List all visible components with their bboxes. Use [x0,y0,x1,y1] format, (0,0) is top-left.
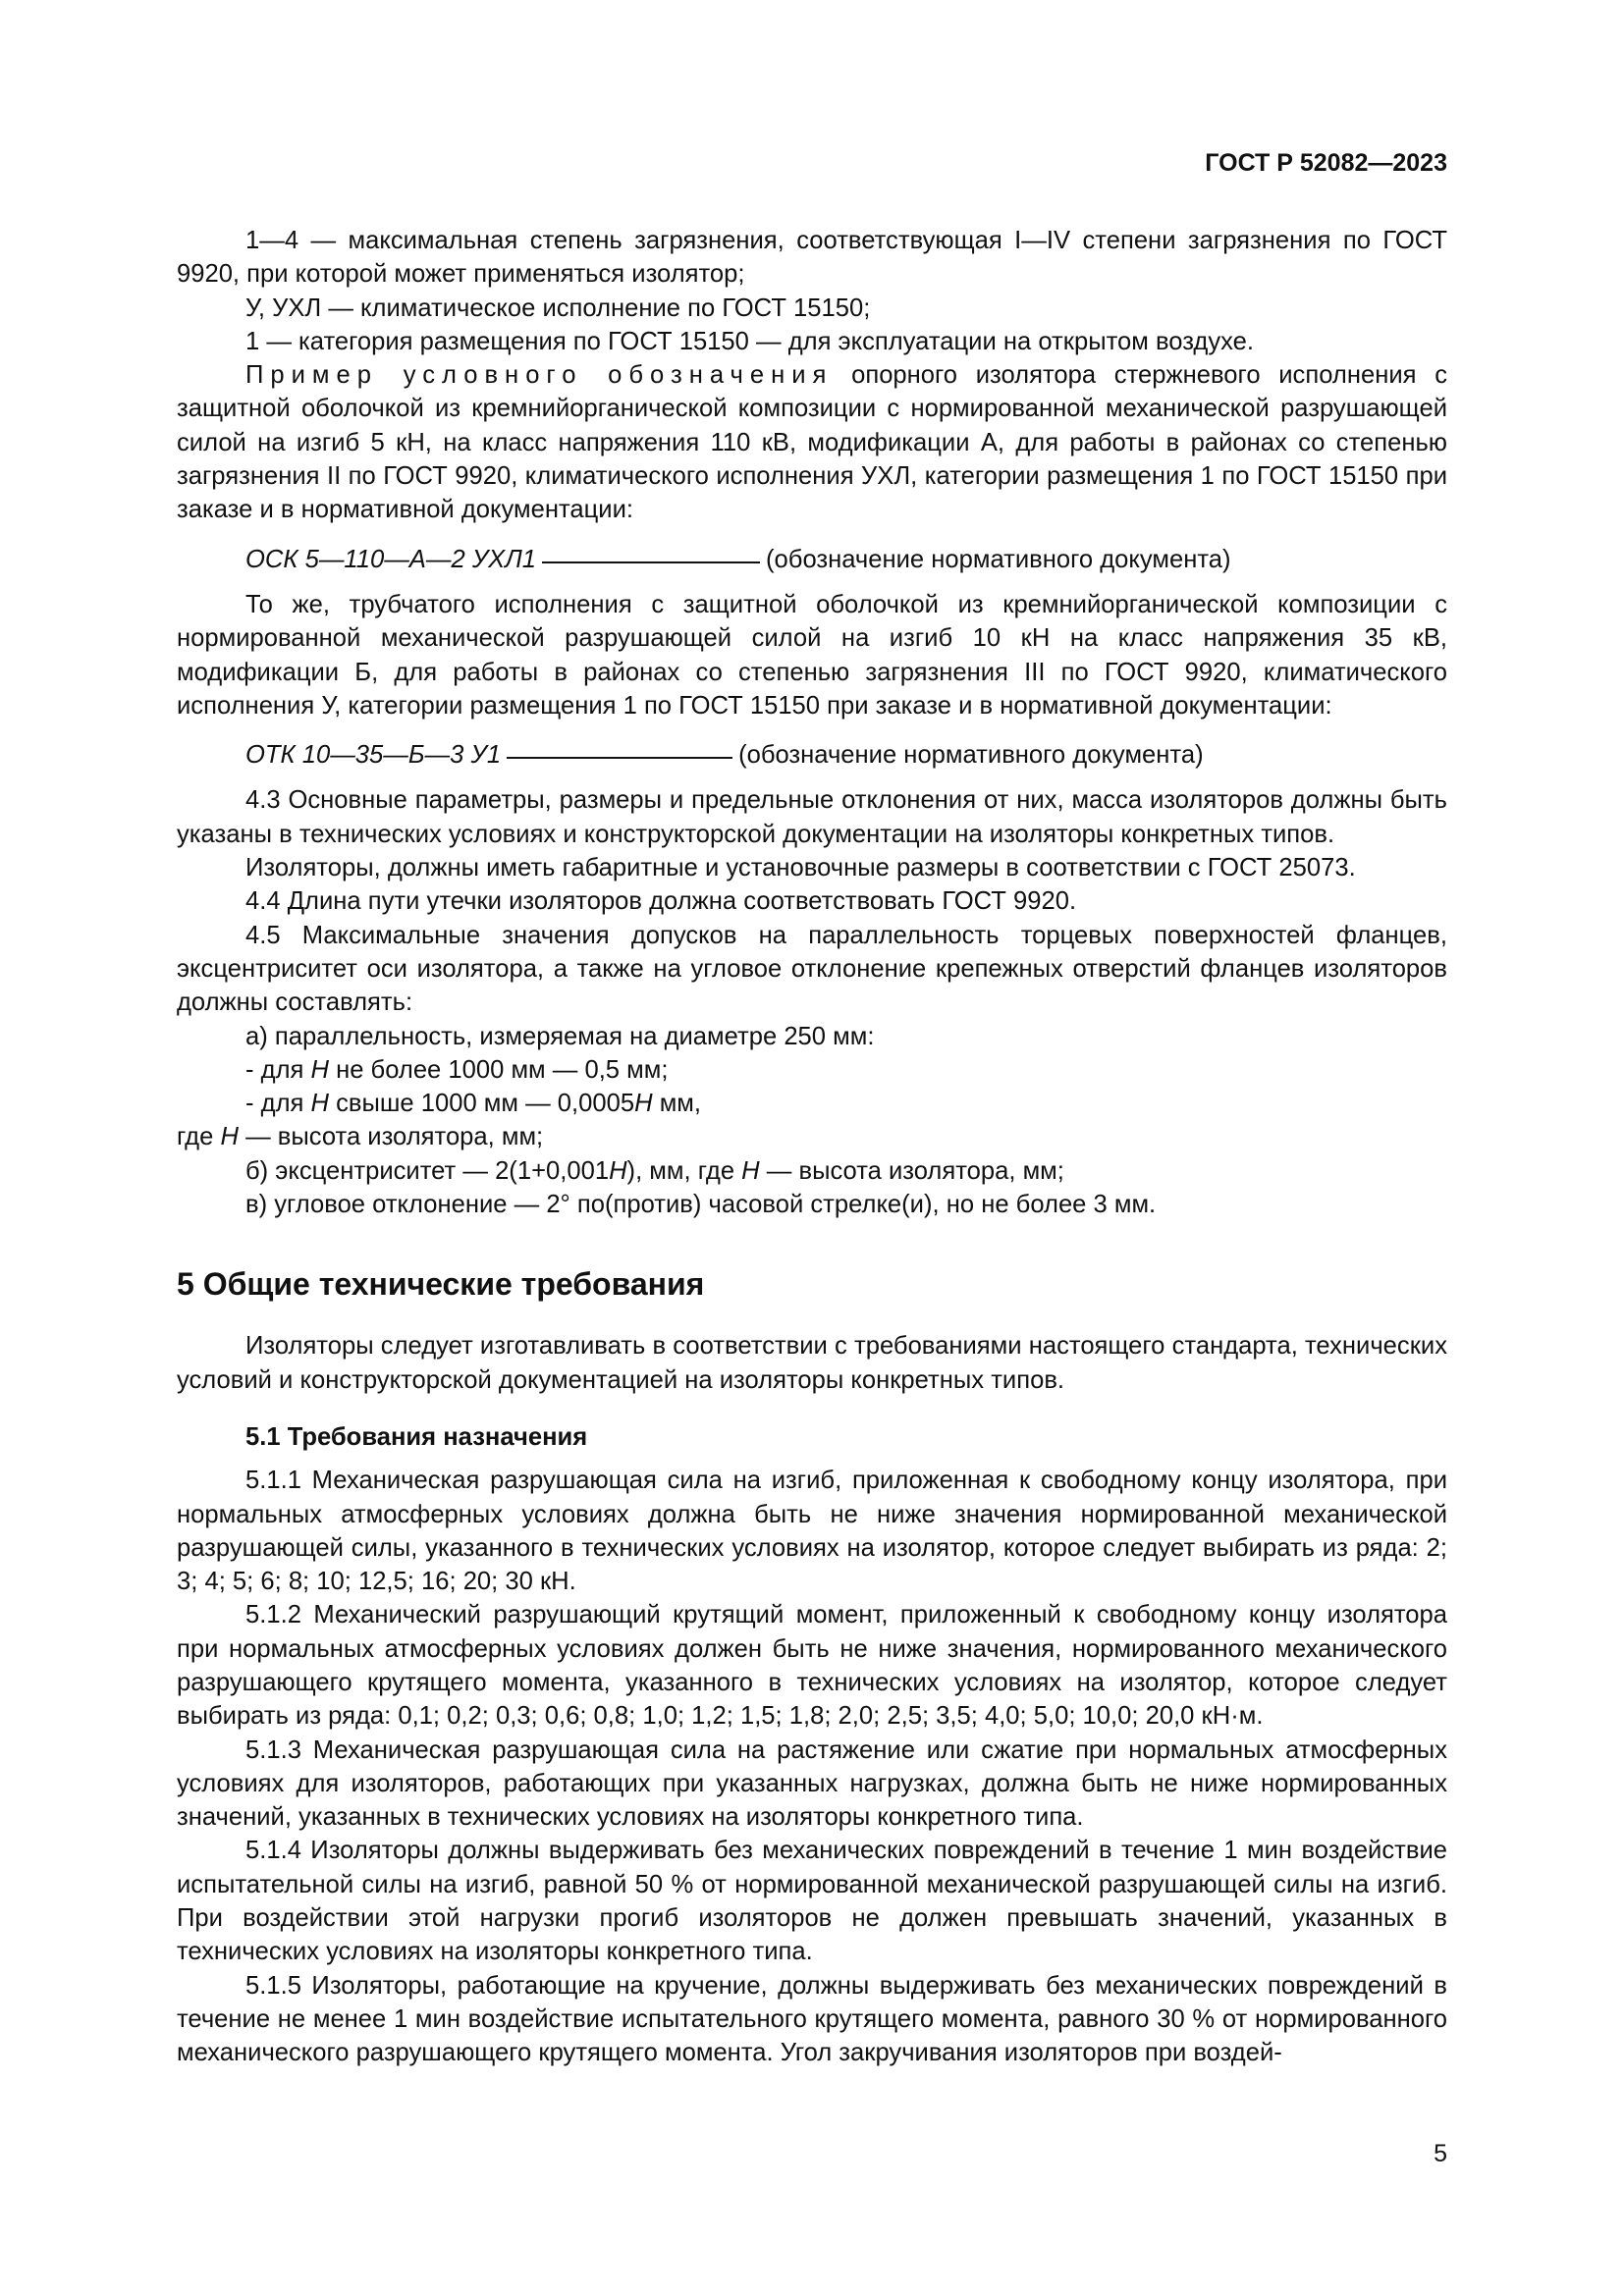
blank-line-2 [507,757,732,759]
clause-5-1-2: 5.1.2 Механический разрушающий крутящий момент, приложенный к свободному концу изолятора при нормальных атмосферных условиях должен быть не ниже значения, нормированного механического разрушающего крутящего момента, указанного в технических условиях на изолятор, которое следует выбирать из ряда: 0,1; 0,2; 0,3; 0,6; 0,8; 1,0; 1,2; 1,5; 1,8; 2,0; 2,5; 3,5; 4,0; 5,0; 10,0; 20,0 кН·м. [177,1601,1447,1731]
clause-4-5: 4.5 Максимальные значения допусков на параллельность торцевых поверхностей фланцев, эксцентриситет оси изолятора, а также на угловое отклонение крепежных отверстий фланцев изоляторов должны составлять: [177,921,1447,1017]
item-a: а) параллельность, измеряемая на диаметре 250 мм: [245,1022,875,1050]
clause-5-1-1: 5.1.1 Механическая разрушающая сила на изгиб, приложенная к свободному концу изолятора, при нормальных атмосферных условиях должна быть не ниже значения нормированной механической разрушающей силы, указанного в технических условиях на изолятор, которое следует выбирать из ряда: 2; 3; 4; 5; 6; 8; 10; 12,5; 16; 20; 30 кН. [177,1467,1447,1596]
clause-5-1-4: 5.1.4 Изоляторы должны выдерживать без механических повреждений в течение 1 мин воздействие испытательной силы на изгиб, равной 50 % от нормированной механической разрушающей силы на изгиб. При воздействии этой нагрузки прогиб изоляторов не должен превышать значений, указанных в технических условиях на изоляторы конкретного типа. [177,1837,1447,1966]
page-content [177,224,1447,2070]
blank-line-1 [542,561,760,563]
subsection-5-1-title: 5.1 Требования назначения [245,1422,588,1451]
designation-note-1: (обозначение нормативного документа) [766,545,1231,573]
legend-pollution: 1—4 — максимальная степень загрязнения, соответствующая I—IV степени загрязнения по ГОСТ 9920, при которой может применяться изолятор; [177,227,1447,289]
section-5-title: 5 Общие технические требования [177,1266,705,1303]
standard-header: ГОСТ Р 52082—2023 [1205,149,1447,177]
example-paragraph [177,358,1447,526]
item-a-1: - для Н не более 1000 мм — 0,5 мм; [245,1055,669,1084]
item-c: в) угловое отклонение — 2° по(против) часовой стрелке(и), но не более 3 мм. [245,1191,1157,1219]
clause-4-3: 4.3 Основные параметры, размеры и предельные отклонения от них, масса изоляторов должны быть указаны в технических условиях и конструкторской документации на изоляторы конкретных типов. [177,786,1447,848]
item-a-2: - для Н свыше 1000 мм — 0,0005Н мм, [245,1090,701,1118]
designation-code-1: ОСК 5—110—А—2 УХЛ1 [245,545,537,573]
example-text: опорного изолятора стержневого исполнения с защитной оболочкой из кремнийорганической композиции с нормированной механической разрушающей силой на изгиб 5 кН, на класс напряжения 110 кВ, модификации А, для работы в районах со степенью загрязнения II по ГОСТ 9920, климатического исполнения УХЛ, категории размещения 1 по ГОСТ 15150 при заказе и в нормативной документации: [177,361,1447,524]
clause-5-1-3: 5.1.3 Механическая разрушающая сила на растяжение или сжатие при нормальных атмосферных условиях для изоляторов, работающих при указанных нагрузках, должна быть не ниже нормированных значений, указанных в технических условиях на изоляторы конкретного типа. [177,1735,1447,1832]
example-label: Пример условного обозначения [245,361,834,390]
where-note: где Н — высота изолятора, мм; [177,1123,544,1151]
same-paragraph: То же, трубчатого исполнения с защитной оболочкой из кремнийорганической композиции с нормированной механической разрушающей силой на изгиб 10 кН на класс напряжения 35 кВ, модификации Б, для работы в районах со степенью загрязнения III по ГОСТ 9920, климатического исполнения У, категории размещения 1 по ГОСТ 15150 при заказе и в нормативной документации: [177,590,1447,720]
designation-example-2 [177,738,1447,772]
page-number: 5 [1434,2140,1447,2167]
clause-4-3-dimensions: Изоляторы, должны иметь габаритные и установочные размеры в соответствии с ГОСТ 25073. [245,854,1356,882]
clause-4-4: 4.4 Длина пути утечки изоляторов должна соответствовать ГОСТ 9920. [245,887,1077,916]
legend-climate: У, УХЛ — климатическое исполнение по ГОСТ 15150; [245,294,871,322]
designation-code-2: ОТК 10—35—Б—3 У1 [245,741,502,770]
clause-5-1-5: 5.1.5 Изоляторы, работающие на кручение, должны выдерживать без механических повреждений в течение не менее 1 мин воздействие испытательного крутящего момента, равного 30 % от нормированного механического разрушающего крутящего момента. Угол закручивания изоляторов при воздей- [177,1971,1447,2067]
section-5-intro: Изоляторы следует изготавливать в соответствии с требованиями настоящего стандарта, технических условий и конструкторской документацией на изоляторы конкретных типов. [177,1332,1447,1394]
item-b: б) эксцентриситет — 2(1+0,001Н), мм, где Н — высота изолятора, мм; [245,1156,1064,1185]
designation-note-2: (обозначение нормативного документа) [738,741,1204,770]
legend-category: 1 — категория размещения по ГОСТ 15150 — для эксплуатации на открытом воздухе. [245,327,1254,355]
designation-example-1 [177,543,1447,576]
